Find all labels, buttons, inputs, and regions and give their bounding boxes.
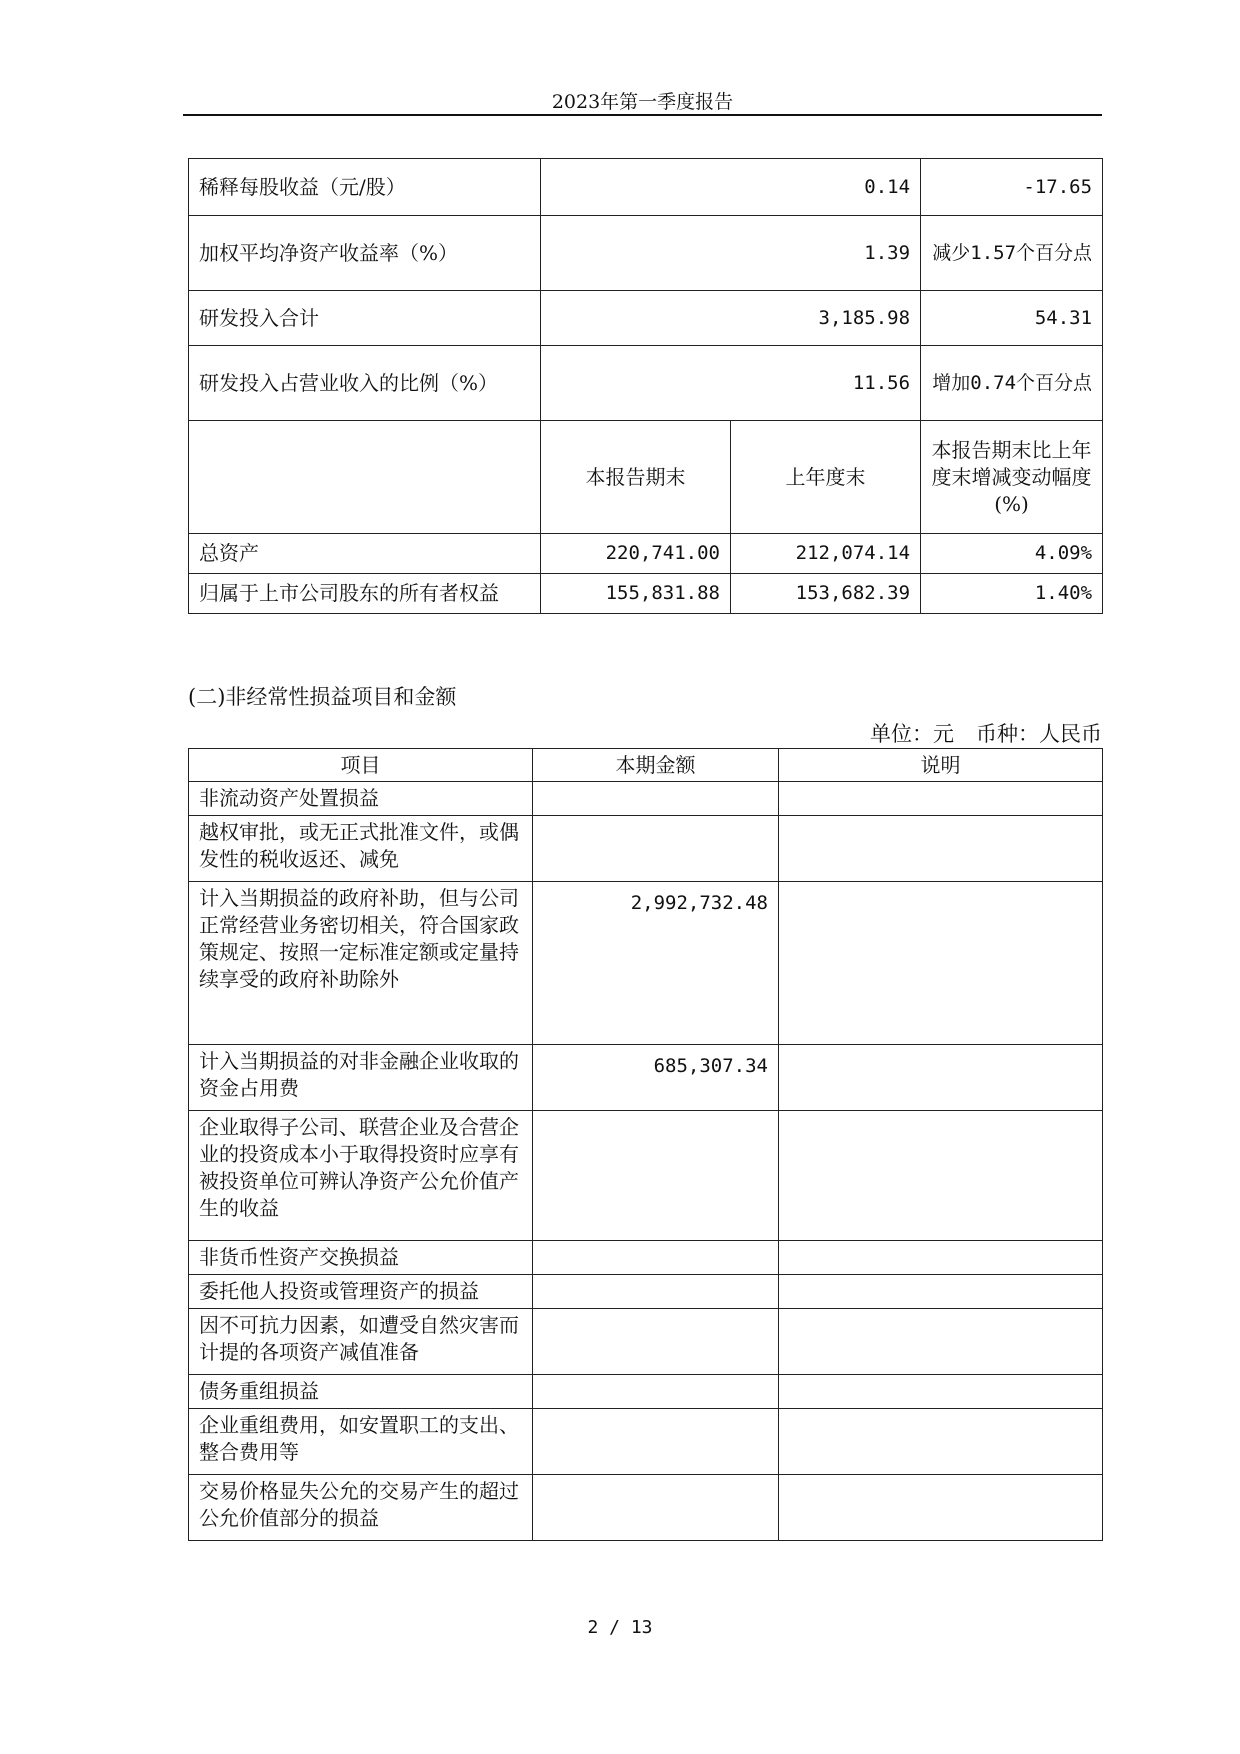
amount-cell (533, 1241, 779, 1275)
col-header-current: 本报告期末 (541, 421, 731, 534)
row-current: 155,831.88 (541, 574, 731, 614)
col-header-change: 本报告期末比上年度末增减变动幅度(%) (921, 421, 1103, 534)
unit-label: 单位：元 (870, 722, 954, 746)
row-prev: 212,074.14 (731, 534, 921, 574)
item-cell: 越权审批，或无正式批准文件，或偶发性的税收返还、减免 (189, 816, 533, 882)
note-cell (779, 882, 1103, 1045)
row-change: 54.31 (921, 291, 1103, 346)
table-row (189, 1045, 1103, 1111)
table-row (189, 574, 1103, 614)
row-prev: 153,682.39 (731, 574, 921, 614)
col-header-note: 说明 (779, 749, 1103, 782)
item-cell: 因不可抗力因素，如遭受自然灾害而计提的各项资产减值准备 (189, 1309, 533, 1375)
row-value: 3,185.98 (541, 291, 921, 346)
item-cell: 企业重组费用，如安置职工的支出、整合费用等 (189, 1409, 533, 1475)
row-current: 220,741.00 (541, 534, 731, 574)
item-cell: 计入当期损益的政府补助，但与公司正常经营业务密切相关，符合国家政策规定、按照一定标准定额或定量持续享受的政府补助除外 (189, 882, 533, 1045)
table-row (189, 1241, 1103, 1275)
row-value: 11.56 (541, 346, 921, 421)
key-financial-data-table (188, 158, 1103, 614)
table-row (189, 159, 1103, 216)
note-cell (779, 1111, 1103, 1241)
item-cell: 企业取得子公司、联营企业及合营企业的投资成本小于取得投资时应享有被投资单位可辨认净资产公允价值产生的收益 (189, 1111, 533, 1241)
row-change: 1.40% (921, 574, 1103, 614)
row-label: 稀释每股收益（元/股） (189, 159, 541, 216)
section-title: (二)非经常性损益项目和金额 (188, 685, 457, 709)
item-cell: 计入当期损益的对非金融企业收取的资金占用费 (189, 1045, 533, 1111)
item-cell: 非货币性资产交换损益 (189, 1241, 533, 1275)
table-row (189, 1309, 1103, 1375)
header-divider (183, 114, 1102, 116)
note-cell (779, 782, 1103, 816)
amount-cell (533, 782, 779, 816)
page-number: 2 / 13 (587, 1617, 653, 1638)
row-label: 总资产 (189, 534, 541, 574)
item-cell: 非流动资产处置损益 (189, 782, 533, 816)
note-cell (779, 1275, 1103, 1309)
unit-line (864, 720, 1102, 748)
report-header-title: 2023年第一季度报告 (551, 91, 734, 113)
note-cell (779, 1241, 1103, 1275)
table-row (189, 882, 1103, 1045)
currency-label: 币种：人民币 (976, 722, 1102, 746)
table-row (189, 1275, 1103, 1309)
row-change: -17.65 (921, 159, 1103, 216)
row-label: 研发投入占营业收入的比例（%） (189, 346, 541, 421)
table-header-row (189, 749, 1103, 782)
note-cell (779, 816, 1103, 882)
row-value: 0.14 (541, 159, 921, 216)
row-value: 1.39 (541, 216, 921, 291)
row-label: 归属于上市公司股东的所有者权益 (189, 574, 541, 614)
item-cell: 委托他人投资或管理资产的损益 (189, 1275, 533, 1309)
amount-cell (533, 1309, 779, 1375)
empty-header-cell (189, 421, 541, 534)
table-row (189, 534, 1103, 574)
amount-cell (533, 1409, 779, 1475)
table-row (189, 216, 1103, 291)
row-label: 研发投入合计 (189, 291, 541, 346)
table-row (189, 291, 1103, 346)
table-row (189, 346, 1103, 421)
row-label: 加权平均净资产收益率（%） (189, 216, 541, 291)
col-header-amount: 本期金额 (533, 749, 779, 782)
table-row (189, 1475, 1103, 1541)
table-row (189, 1375, 1103, 1409)
col-header-item: 项目 (189, 749, 533, 782)
amount-cell: 685,307.34 (533, 1045, 779, 1111)
row-change: 增加0.74个百分点 (921, 346, 1103, 421)
row-change: 减少1.57个百分点 (921, 216, 1103, 291)
table-row (189, 1409, 1103, 1475)
col-header-prev: 上年度末 (731, 421, 921, 534)
item-cell: 交易价格显失公允的交易产生的超过公允价值部分的损益 (189, 1475, 533, 1541)
item-cell: 债务重组损益 (189, 1375, 533, 1409)
amount-cell (533, 816, 779, 882)
amount-cell (533, 1475, 779, 1541)
table-row (189, 782, 1103, 816)
row-change: 4.09% (921, 534, 1103, 574)
note-cell (779, 1309, 1103, 1375)
note-cell (779, 1045, 1103, 1111)
amount-cell (533, 1275, 779, 1309)
note-cell (779, 1475, 1103, 1541)
table-row (189, 816, 1103, 882)
table-row (189, 1111, 1103, 1241)
amount-cell (533, 1375, 779, 1409)
note-cell (779, 1375, 1103, 1409)
table-subheader-row (189, 421, 1103, 534)
amount-cell: 2,992,732.48 (533, 882, 779, 1045)
amount-cell (533, 1111, 779, 1241)
non-recurring-items-table (188, 748, 1103, 1541)
note-cell (779, 1409, 1103, 1475)
